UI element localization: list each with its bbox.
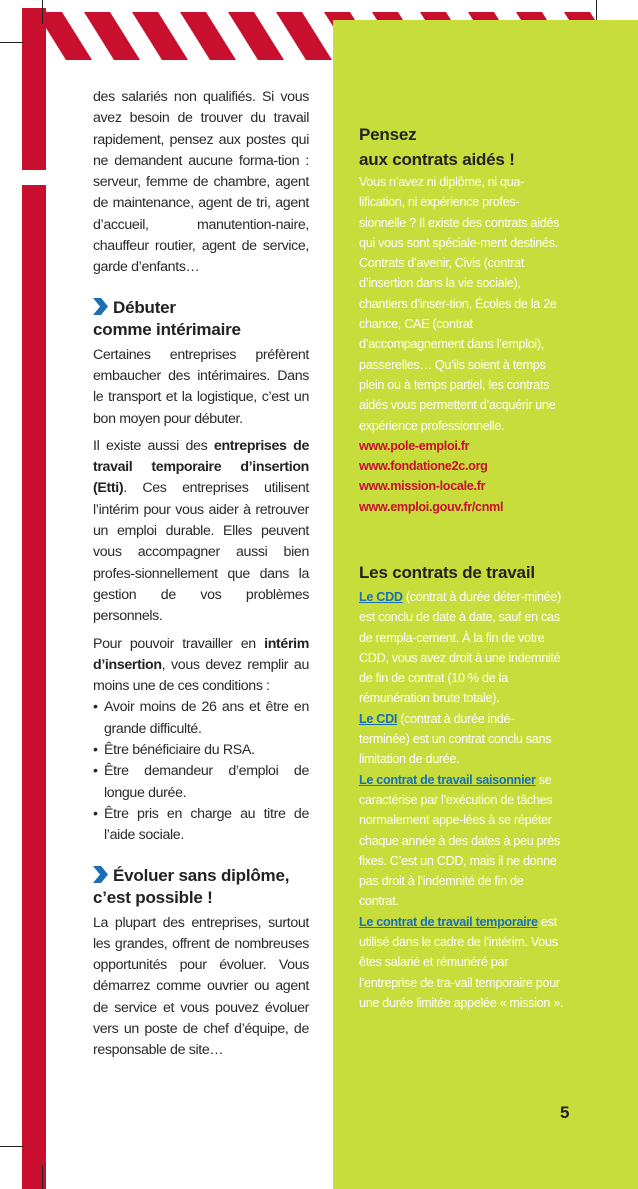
crop-mark [42,1165,43,1189]
box-heading: Les contrats de travail [359,563,535,582]
list-item: • Être pris en charge au titre de l’aide sociale. [93,805,309,844]
paragraph: Certaines entreprises préfèrent embaucher des intérimaires. Dans le transport et la logistique, c’est un bon moyen pour débuter. [93,346,309,427]
right-box-contrats-aides [359,122,564,517]
box-paragraph: Vous n’avez ni diplôme, ni qua-lification, ni expérience profes-sionnelle ? Il existe des contrats aidés qui vous sont spéciale-ment destinés. Contrats d’avenir, Civis (contrat d’insertion dans la vie sociale), chantiers d’inser-tion, Écoles de la 2e chance, CAE (contrat d’accompagnement dans l’emploi), passerelles… Qu’ils soient à temps plein ou à temps partiel, les contrats aidés vous permettent d’acquérir une expérience professionnelle. [359,175,560,433]
page-number: 5 [560,1103,570,1122]
paragraph: La plupart des entreprises, surtout les grandes, offrent de nombreuses opportunités pour évoluer. Vous démarrez comme ouvrier ou agent de service et vous pouvez évoluer vers un poste de chef d’équipe, de responsable de site… [93,914,309,1059]
list-item: • Avoir moins de 26 ans et être en grande difficulté. [93,699,309,737]
crop-mark [0,1146,24,1147]
link-mission-locale[interactable]: www.mission-locale.fr [359,479,486,494]
link-fondation-e2c[interactable]: www.fondatione2c.org [359,459,488,474]
list-item: • Être bénéficiaire du RSA. [93,742,255,759]
chevron-right-icon [93,866,108,883]
chevron-right-icon [93,298,108,315]
section-heading-evoluer: Évoluer sans diplôme, c’est possible ! [93,865,290,907]
list-item: • Être demandeur d’emploi de longue durée. [93,763,309,801]
box-paragraph: Le CDD (contrat à durée déter-minée) est conclu de date à date, sauf en cas de rempla-cement. À la fin de votre CDD, vous avez droit à une indemnité de fin de contrat (10 % de la rémunération brute totale). Le CDI (contrat à durée indé-terminée) est un contrat conclu sans limitation de durée. Le contrat de travail saisonnier se caractérise par l’exécution de tâches normalement appe-lées à se répéter chaque année à des dates à peu près fixes. C’est un CDD, mais il ne donne pas droit à l’indemnité de fin de contrat. Le contrat de travail temporaire est utilisé dans le cadre de l’intérim. Vous êtes salarié et rémunéré par l’entreprise de tra-vail temporaire pour une durée limitée appelée « mission ». [359,590,564,1010]
crop-mark [0,42,24,43]
intro-paragraph: des salariés non qualifiés. Si vous avez besoin de trouver du travail rapidement, pensez aux postes qui ne demandent aucune forma-tion : serveur, femme de chambre, agent de maintenance, agent de tri, agent d’accueil, manutention-naire, chauffeur routier, agent de service, garde d’enfants… [93,89,309,276]
crop-mark [42,0,43,24]
right-box-contrats-travail [359,560,564,1013]
paragraph: Pour pouvoir travailler en intérim d’insertion, vous devez remplir au moins une de ces conditions : [93,635,309,695]
section-heading-debuter: Débuter comme intérimaire [93,297,241,339]
left-red-bar-middle [22,185,46,1189]
box-heading: Pensez aux contrats aidés ! [359,125,515,169]
left-column [93,87,309,1068]
conditions-list [93,697,309,846]
link-emploi-gouv[interactable]: www.emploi.gouv.fr/cnml [359,499,504,514]
paragraph: Il existe aussi des entreprises de travail temporaire d’insertion (Etti). Ces entreprises utilisent l’intérim pour vous aider à retrouver un emploi durable. Elles peuvent vous accompagner aussi bien profes-sionnellement que dans la gestion de vos problèmes personnels. [93,437,309,625]
link-pole-emploi[interactable]: www.pole-emploi.fr [359,438,470,453]
left-red-bar-top [22,78,46,170]
